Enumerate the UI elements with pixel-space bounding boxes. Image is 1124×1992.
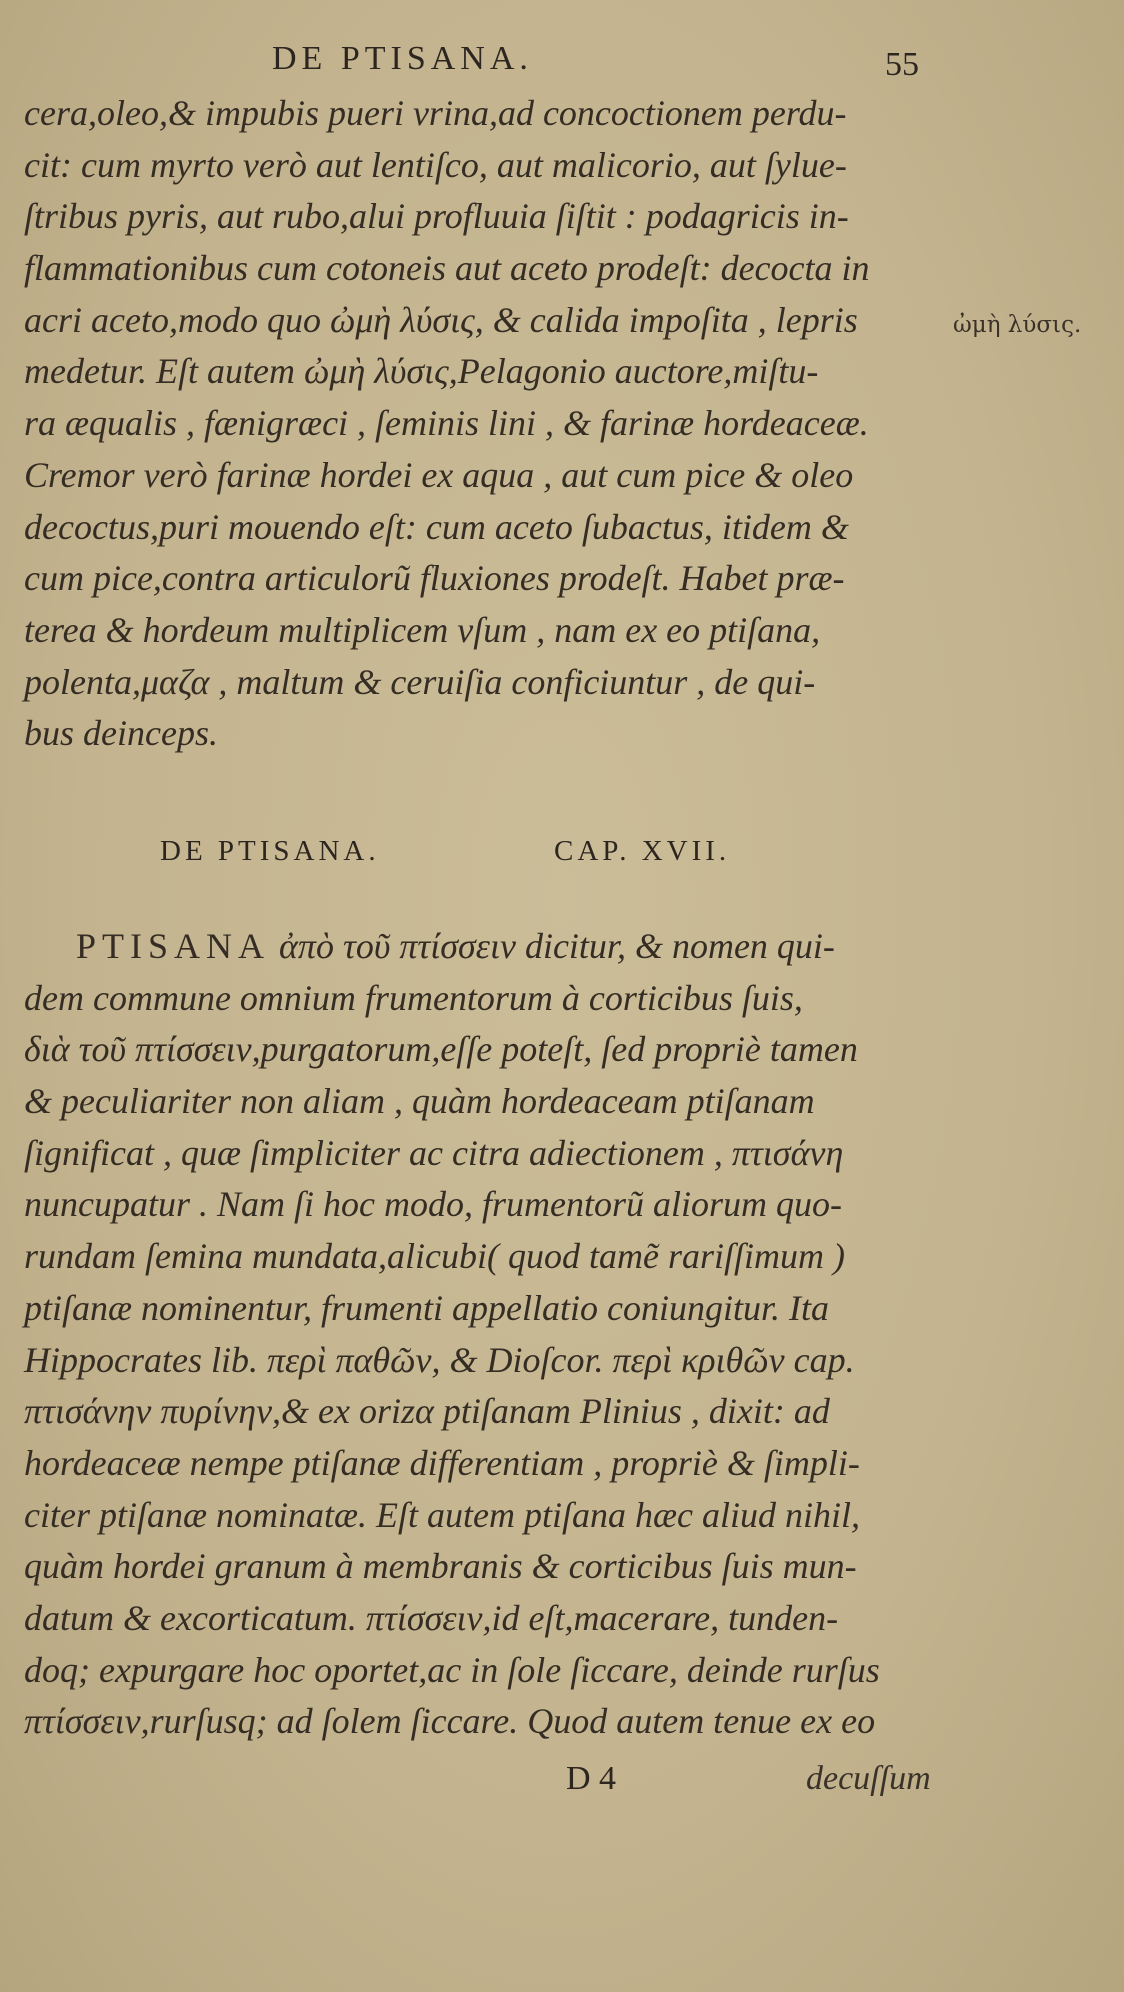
first-line-text: ἀπὸ τοῦ πτίσσειν dicitur, & nomen qui-	[270, 926, 835, 966]
first-line	[24, 925, 948, 977]
signature-mark: D 4	[566, 1760, 617, 1797]
text-line: hordeaceæ nempe ptiſanæ differentiam , propriè & ſimpli-	[24, 1442, 860, 1483]
text-line: Cremor verò farinæ hordei ex aqua , aut cum pice & oleo	[24, 454, 854, 495]
text-line: terea & hordeum multiplicem vſum , nam ex eo ptiſana,	[24, 609, 821, 650]
text-line: ſtribus pyris, aut rubo,alui profluuia ſiſtit : podagricis in-	[24, 196, 849, 237]
text-line: ra æqualis , fænigræci , ſeminis lini , & farinæ hordeaceæ.	[24, 403, 869, 444]
text-line: πτίσσειν,rurſusq; ad ſolem ſiccare. Quod autem tenue ex eo	[24, 1701, 876, 1742]
text-line: decoctus,puri mouendo eſt: cum aceto ſubactus, itidem &	[24, 506, 849, 547]
text-line: cum pice,contra articulorũ fluxiones prodeſt. Habet præ-	[24, 558, 845, 599]
margin-note: ὠμὴ λύσις.	[953, 312, 1082, 338]
catchword: decuſſum	[806, 1760, 931, 1797]
text-line: quàm hordei granum à membranis & corticibus ſuis mun-	[24, 1546, 857, 1587]
text-line: ptiſanæ nominentur, frumenti appellatio coniungitur. Ita	[24, 1287, 829, 1328]
text-line: dem commune omnium frumentorum à corticibus ſuis,	[24, 977, 803, 1018]
text-line: Hippocrates lib. περὶ παθῶν, & Dioſcor. περὶ κριθῶν cap.	[24, 1339, 855, 1380]
running-title: DE PTISANA.	[272, 40, 533, 77]
text-line: πτισάνην πυρίνην,& ex orizα ptiſanam Plinius , dixit: ad	[24, 1391, 830, 1432]
top-paragraph	[24, 92, 948, 764]
bottom-paragraph	[24, 925, 948, 1752]
initial-word: PTISANA	[76, 926, 271, 966]
page-number: 55	[885, 46, 919, 83]
chapter-heading	[160, 835, 920, 875]
text-line: acri aceto,modo quo ὠμὴ λύσις, & calida impoſita , lepris	[24, 299, 858, 340]
text-line: datum & excorticatum. πτίσσειν,id eſt,macerare, tunden-	[24, 1597, 839, 1638]
text-line: doq; expurgare hoc oportet,ac in ſole ſiccare, deinde rurſus	[24, 1649, 880, 1690]
text-line: nuncupatur . Nam ſi hoc modo, frumentorũ aliorum quo-	[24, 1184, 842, 1225]
text-line: διὰ τοῦ πτίσσειν,purgatorum,eſſe poteſt, ſed propriè tamen	[24, 1029, 858, 1070]
chapter-number: CAP. XVII.	[554, 835, 731, 867]
text-line: polenta,μαζα , maltum & ceruiſia conficiuntur , de qui-	[24, 661, 816, 702]
page-header	[0, 40, 1124, 90]
chapter-title: DE PTISANA.	[160, 835, 380, 867]
text-line: & peculiariter non aliam , quàm hordeaceam ptiſanam	[24, 1081, 815, 1122]
text-line: cit: cum myrto verò aut lentiſco, aut malicorio, aut ſylue-	[24, 144, 847, 185]
text-line: flammationibus cum cotoneis aut aceto prodeſt: decocta in	[24, 248, 870, 289]
text-line: bus deinceps.	[24, 713, 218, 754]
text-line: medetur. Eſt autem ὠμὴ λύσις,Pelagonio auctore,miſtu-	[24, 351, 819, 392]
text-line: rundam ſemina mundata,alicubi( quod tamẽ rariſſimum )	[24, 1236, 845, 1277]
text-line: ſignificat , quæ ſimpliciter ac citra adiectionem , πτισάνη	[24, 1132, 844, 1173]
text-line: citer ptiſanæ nominatæ. Eſt autem ptiſana hæc aliud nihil,	[24, 1494, 860, 1535]
text-line: cera,oleo,& impubis pueri vrina,ad concoctionem perdu-	[24, 93, 847, 133]
